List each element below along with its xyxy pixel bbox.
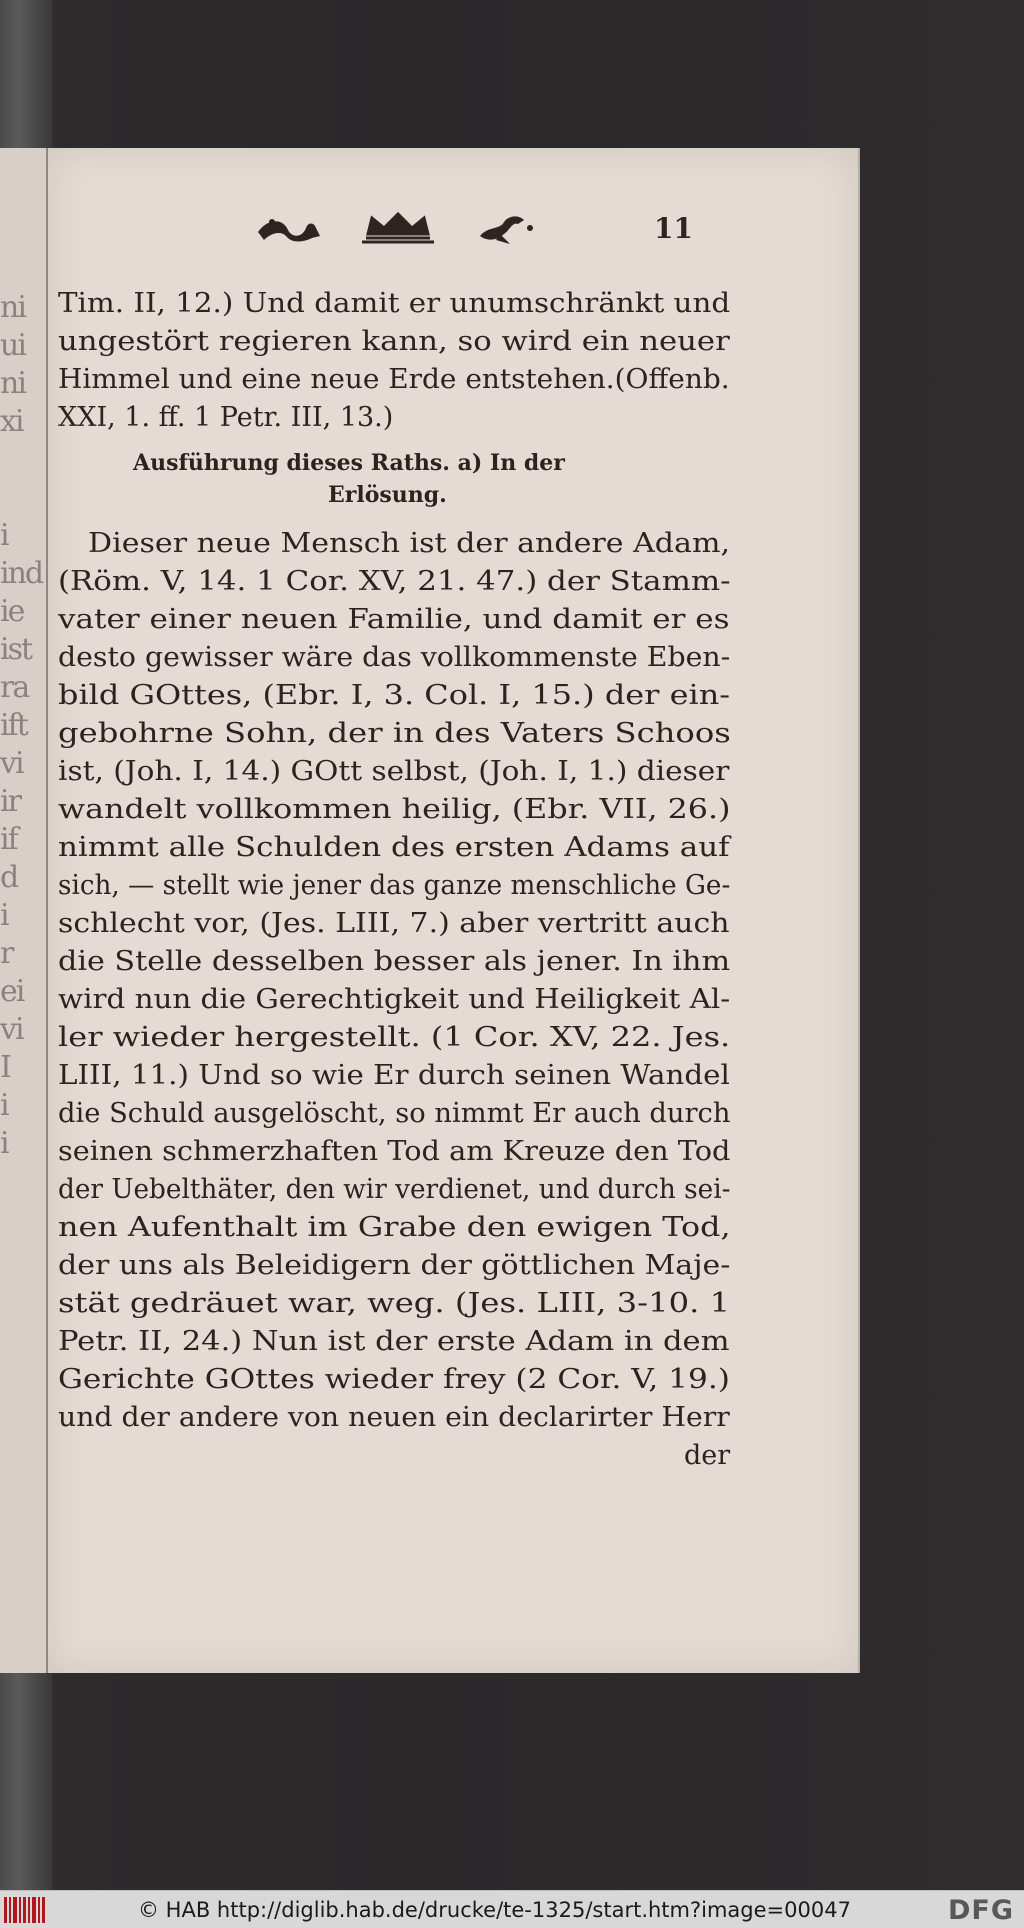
text-line: sich, — stellt wie jener das ganze menschliche Ge- <box>58 870 731 901</box>
previous-page-text-fragment: ir <box>0 784 20 819</box>
text-line: der <box>684 1440 731 1471</box>
dfg-logo: DFG <box>947 1895 1014 1926</box>
previous-page-text-fragment: xi <box>0 404 23 439</box>
text-line: der Uebelthäter, den wir verdienet, und durch sei- <box>58 1174 731 1205</box>
previous-page-text-fragment: if <box>0 822 17 857</box>
text-line: Gerichte GOttes wieder frey (2 Cor. V, 19.) <box>58 1364 730 1395</box>
crown-icon <box>362 214 434 242</box>
text-line: XXI, 1. ff. 1 Petr. III, 13.) <box>58 402 394 433</box>
text-line: nimmt alle Schulden des ersten Adams auf <box>58 832 730 863</box>
text-line: ungestört regieren kann, so wird ein neuer <box>58 326 730 357</box>
book-page <box>48 148 860 1673</box>
text-line: stät gedräuet war, weg. (Jes. LIII, 3-10. 1 <box>58 1288 731 1319</box>
previous-page-text-fragment: ei <box>0 974 24 1009</box>
copyright-link[interactable]: © HAB http://diglib.hab.de/drucke/te-1325/start.htm?image=00047 <box>138 1898 851 1922</box>
previous-page-text-fragment: ra <box>0 670 29 705</box>
text-line: vater einer neuen Familie, und damit er es <box>58 604 730 635</box>
previous-page-text-fragment: ui <box>0 328 25 363</box>
previous-page-text-fragment: ist <box>0 632 32 667</box>
text-line: wird nun die Gerechtigkeit und Heiligkeit Al- <box>58 984 731 1015</box>
text-line: die Stelle desselben besser als jener. In ihm <box>58 946 731 977</box>
previous-page-text-fragment: ind <box>0 556 43 591</box>
previous-page-text-fragment: i <box>0 518 8 553</box>
text-line: Petr. II, 24.) Nun ist der erste Adam in dem <box>58 1326 730 1357</box>
previous-page-text-fragment: i <box>0 898 8 933</box>
section-heading-line: Ausführung dieses Raths. a) In der <box>133 450 565 476</box>
previous-page-text-fragment: i <box>0 1126 8 1161</box>
left-flourish-icon <box>258 219 320 242</box>
text-line: ler wieder hergestellt. (1 Cor. XV, 22. Jes. <box>58 1022 731 1053</box>
text-line: wandelt vollkommen heilig, (Ebr. VII, 26.) <box>58 794 731 825</box>
text-line: desto gewisser wäre das vollkommenste Eben- <box>58 642 731 673</box>
text-line: der uns als Beleidigern der göttlichen Maje- <box>58 1250 731 1281</box>
text-line: (Röm. V, 14. 1 Cor. XV, 21. 47.) der Stamm- <box>58 566 731 597</box>
text-line: nen Aufenthalt im Grabe den ewigen Tod, <box>58 1212 731 1243</box>
previous-page-text-fragment: ni <box>0 366 25 401</box>
text-line: schlecht vor, (Jes. LIII, 7.) aber vertritt auch <box>58 908 730 939</box>
previous-page-text-fragment: ift <box>0 708 27 743</box>
previous-page-text-fragment: ni <box>0 290 25 325</box>
text-line: seinen schmerzhaften Tod am Kreuze den Tod <box>58 1136 731 1167</box>
text-line: die Schuld ausgelöscht, so nimmt Er auch durch <box>58 1098 731 1129</box>
section-heading-line: Erlösung. <box>328 482 447 508</box>
text-line: gebohrne Sohn, der in des Vaters Schoos <box>58 718 731 749</box>
page-number: 11 <box>654 212 693 245</box>
previous-page-text-fragment: i <box>0 1088 8 1123</box>
previous-page-text-fragment: ie <box>0 594 24 629</box>
previous-page-text-fragment: d <box>0 860 18 895</box>
viewer-footer <box>0 1890 1024 1928</box>
previous-page-edge <box>0 148 48 1673</box>
text-line: Dieser neue Mensch ist der andere Adam, <box>88 528 731 559</box>
previous-page-text-fragment: vi <box>0 1012 23 1047</box>
text-line: ist, (Joh. I, 14.) GOtt selbst, (Joh. I, 1.) dieser <box>58 756 730 787</box>
text-line: Tim. II, 12.) Und damit er unumschränkt und <box>58 288 731 319</box>
text-line: und der andere von neuen ein declarirter Herr <box>58 1402 730 1433</box>
text-line: LIII, 11.) Und so wie Er durch seinen Wandel <box>58 1060 730 1091</box>
text-line: bild GOttes, (Ebr. I, 3. Col. I, 15.) der ein- <box>58 680 731 711</box>
right-flourish-icon <box>480 216 533 244</box>
header-ornaments <box>248 208 548 248</box>
text-line: Himmel und eine neue Erde entstehen.(Offenb. <box>58 364 730 395</box>
barcode-icon <box>4 1897 46 1923</box>
previous-page-text-fragment: r <box>0 936 13 971</box>
previous-page-text-fragment: vi <box>0 746 23 781</box>
previous-page-text-fragment: I <box>0 1050 10 1085</box>
